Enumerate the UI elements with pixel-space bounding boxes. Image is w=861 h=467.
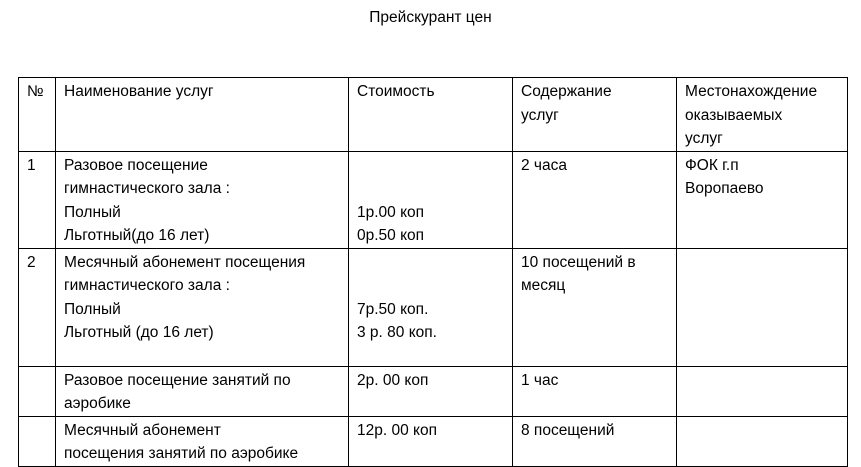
content-cell: 8 посещений <box>513 416 677 466</box>
cost-cell: 7р.50 коп. 3 р. 80 коп. <box>349 248 513 366</box>
service-name-cell: Месячный абонемент посещения гимнастического зала : Полный Льготный (до 16 лет) <box>56 248 349 366</box>
row-number-cell: 1 <box>19 151 56 248</box>
header-location: Местонахождение оказываемых услуг <box>677 78 848 152</box>
service-name-cell: Месячный абонемент посещения занятий по аэробике <box>56 416 349 466</box>
cost-cell: 1р.00 коп 0р.50 коп <box>349 151 513 248</box>
cost-cell: 2р. 00 коп <box>349 366 513 416</box>
table-header-row <box>19 78 848 152</box>
row-number-cell <box>19 366 56 416</box>
row-number-cell: 2 <box>19 248 56 366</box>
cost-cell: 12р. 00 коп <box>349 416 513 466</box>
header-number: № <box>19 78 56 152</box>
location-cell <box>677 248 848 366</box>
table-row <box>19 248 848 366</box>
page-title: Прейскурант цен <box>369 9 492 26</box>
content-cell: 1 час <box>513 366 677 416</box>
table-row <box>19 151 848 248</box>
content-cell: 2 часа <box>513 151 677 248</box>
table-row <box>19 416 848 466</box>
content-cell: 10 посещений в месяц <box>513 248 677 366</box>
location-cell: ФОК г.п Воропаево <box>677 151 848 248</box>
header-name: Наименование услуг <box>56 78 349 152</box>
header-cost: Стоимость <box>349 78 513 152</box>
service-name-cell: Разовое посещение гимнастического зала : Полный Льготный(до 16 лет) <box>56 151 349 248</box>
service-name-cell: Разовое посещение занятий по аэробике <box>56 366 349 416</box>
table-row <box>19 366 848 416</box>
price-table <box>18 77 848 467</box>
row-number-cell <box>19 416 56 466</box>
header-content: Содержание услуг <box>513 78 677 152</box>
location-cell <box>677 366 848 416</box>
location-cell <box>677 416 848 466</box>
